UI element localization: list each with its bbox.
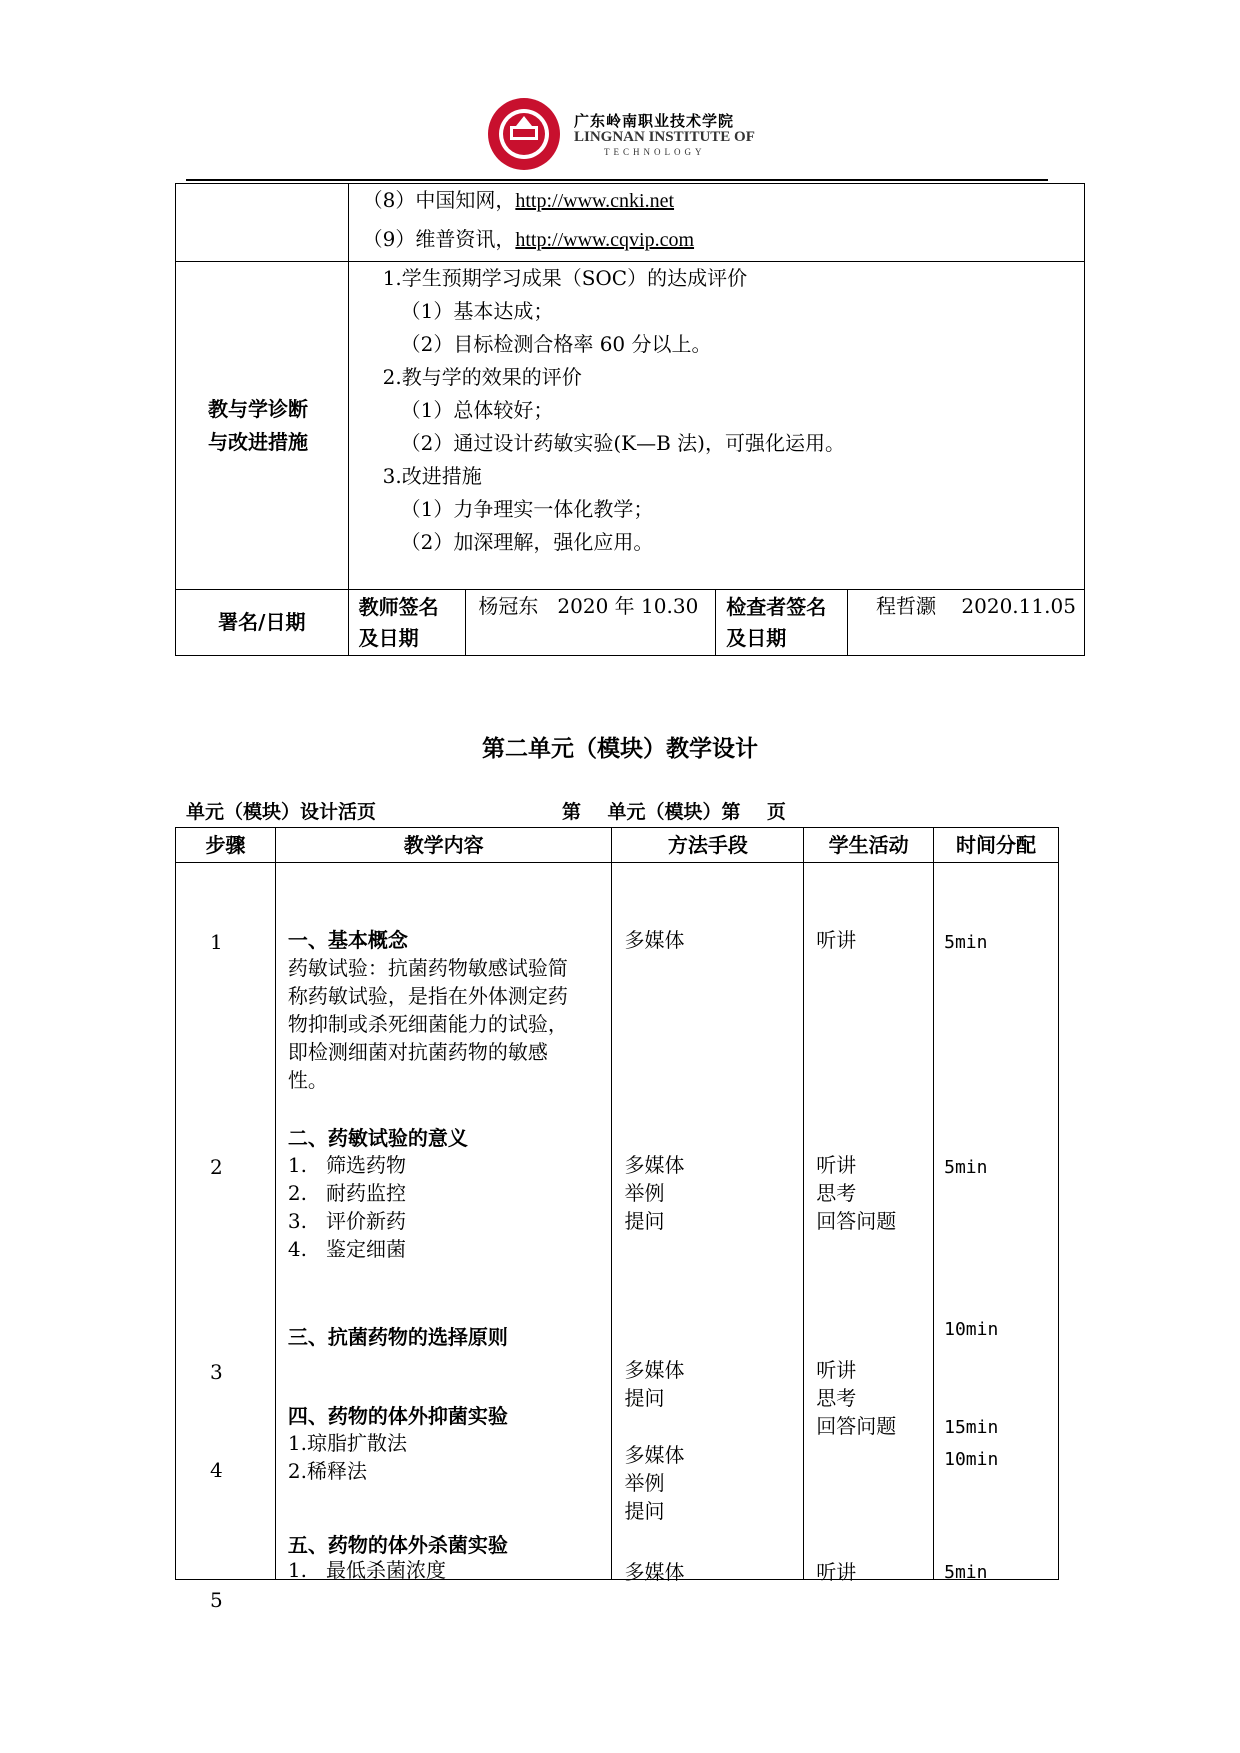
method-4-item: 多媒体 [624,1443,685,1467]
step-number: 5 [210,1588,223,1612]
step-number: 1 [210,930,223,954]
method-2-item: 提问 [624,1209,665,1233]
table-body-row [176,863,1059,1580]
method-3-item: 多媒体 [624,1358,685,1382]
teaching-design-table [175,827,1059,1612]
step-number: 2 [210,1155,223,1179]
header-activity: 学生活动 [804,828,934,863]
s4-item: 1.琼脂扩散法 [287,1431,407,1455]
diagnosis-line: （1）力争理实一体化教学； [400,497,654,521]
teacher-value-cell [466,590,716,656]
s3-title: 三、抗菌药物的选择原则 [287,1325,508,1349]
s1-title: 一、基本概念 [287,928,408,952]
s2-item: 3. 评价新药 [287,1209,407,1233]
signature-row [176,590,1085,656]
method-2-item: 多媒体 [624,1153,685,1177]
header-method: 方法手段 [612,828,804,863]
diagnosis-label-2: 与改进措施 [208,429,308,454]
s2-title: 二、药敏试验的意义 [287,1126,468,1150]
evaluation-table [175,183,1085,656]
activity-3-item: 回答问题 [816,1414,897,1438]
s4-title: 四、药物的体外抑菌实验 [287,1404,508,1428]
time-3: 10min [944,1319,999,1340]
teacher-label-1: 教师签名 [358,595,439,619]
time-4a: 15min [944,1417,999,1438]
school-name-en: LINGNAN INSTITUTE OF [574,129,755,145]
step-number: 3 [210,1360,223,1384]
diagnosis-line: （1）总体较好； [400,398,554,422]
s1-body-line: 即检测细菌对抗菌药物的敏感 [287,1040,548,1064]
table-header-row [176,828,1059,863]
teacher-signature-value: 杨冠东 2020 年 10.30 [478,594,699,618]
header-logo-block [486,96,756,170]
resources-cell [348,184,1084,262]
times-cell [934,863,1059,1583]
s1-body-line: 药敏试验：抗菌药物敏感试验简 [287,956,568,980]
activities-cell [804,863,934,1584]
method-4-item: 举例 [624,1471,665,1495]
diagnosis-line: 3.改进措施 [382,464,482,488]
school-name-cn: 广东岭南职业技术学院 [574,112,735,130]
header-divider [186,179,1048,181]
diagnosis-label-1: 教与学诊断 [208,396,308,421]
resource-9-link[interactable]: http://www.cqvip.com [515,229,695,251]
method-3-item: 提问 [624,1386,665,1410]
time-1: 5min [944,932,988,953]
diagnosis-line: （1）基本达成； [400,299,554,323]
method-4-item: 提问 [624,1499,665,1523]
content-cell [275,863,612,1580]
activity-2-item: 思考 [816,1181,857,1205]
diagnosis-line: 1.学生预期学习成果（SOC）的达成评价 [382,266,748,290]
header-time: 时间分配 [934,828,1059,863]
signature-label: 署名/日期 [218,610,306,634]
checker-label-cell [716,590,848,656]
checker-label-2: 及日期 [726,626,787,650]
activity-1: 听讲 [816,928,857,952]
activity-2-item: 听讲 [816,1153,857,1177]
diagnosis-line: （2）目标检测合格率 60 分以上。 [400,332,712,356]
unit-page-label: 第 单元（模块）第 页 [562,801,786,823]
activity-2-item: 回答问题 [816,1209,897,1233]
s1-body-line: 性。 [287,1068,328,1092]
checker-signature-value: 程哲灏 2020.11.05 [875,594,1076,618]
resource-8-link[interactable]: http://www.cnki.net [515,190,675,212]
resource-9-prefix: （9）维普资讯， [362,227,516,251]
diagnosis-line: 2.教与学的效果的评价 [382,365,582,389]
signature-label-cell [176,590,349,656]
diagnosis-row [176,262,1085,590]
teacher-label-2: 及日期 [358,626,419,650]
time-4b: 10min [944,1449,999,1470]
resources-label-cell [176,184,349,262]
school-seal-icon [486,96,562,172]
step-number: 4 [210,1458,223,1482]
s5-item: 1. 最低杀菌浓度 [287,1558,447,1582]
activity-5: 听讲 [816,1560,857,1584]
s5-title: 五、药物的体外杀菌实验 [287,1533,508,1557]
activity-3-item: 听讲 [816,1358,857,1382]
header-content: 教学内容 [275,828,612,863]
method-1: 多媒体 [624,928,685,952]
diagnosis-line: （2）通过设计药敏实验(K—B 法)，可强化运用。 [400,431,845,455]
checker-value-cell [847,590,1084,656]
diagnosis-line: （2）加深理解，强化应用。 [400,530,654,554]
section-title: 第二单元（模块）教学设计 [482,736,758,762]
methods-cell [612,863,804,1584]
diagnosis-content-cell [348,262,1084,590]
s4-item: 2.稀释法 [287,1459,367,1483]
sheet-label: 单元（模块）设计活页 [186,801,377,823]
s2-item: 1. 筛选药物 [287,1153,407,1177]
activity-3-item: 思考 [816,1386,857,1410]
teacher-label-cell [348,590,466,656]
s1-body-line: 称药敏试验，是指在外体测定药 [287,984,568,1008]
s2-item: 2. 耐药监控 [287,1181,407,1205]
checker-label-1: 检查者签名 [726,595,827,619]
resources-row [176,184,1085,262]
resource-8-prefix: （8）中国知网， [362,188,516,212]
method-5: 多媒体 [624,1560,685,1584]
school-name-en-2: TECHNOLOGY [604,147,706,157]
method-2-item: 举例 [624,1181,665,1205]
time-5: 5min [944,1562,988,1583]
s2-item: 4. 鉴定细菌 [287,1237,407,1261]
s1-body-line: 物抑制或杀死细菌能力的试验， [287,1012,568,1036]
time-2: 5min [944,1157,988,1178]
diagnosis-label-cell [176,262,349,590]
steps-cell [176,863,276,1612]
header-step: 步骤 [176,828,276,863]
